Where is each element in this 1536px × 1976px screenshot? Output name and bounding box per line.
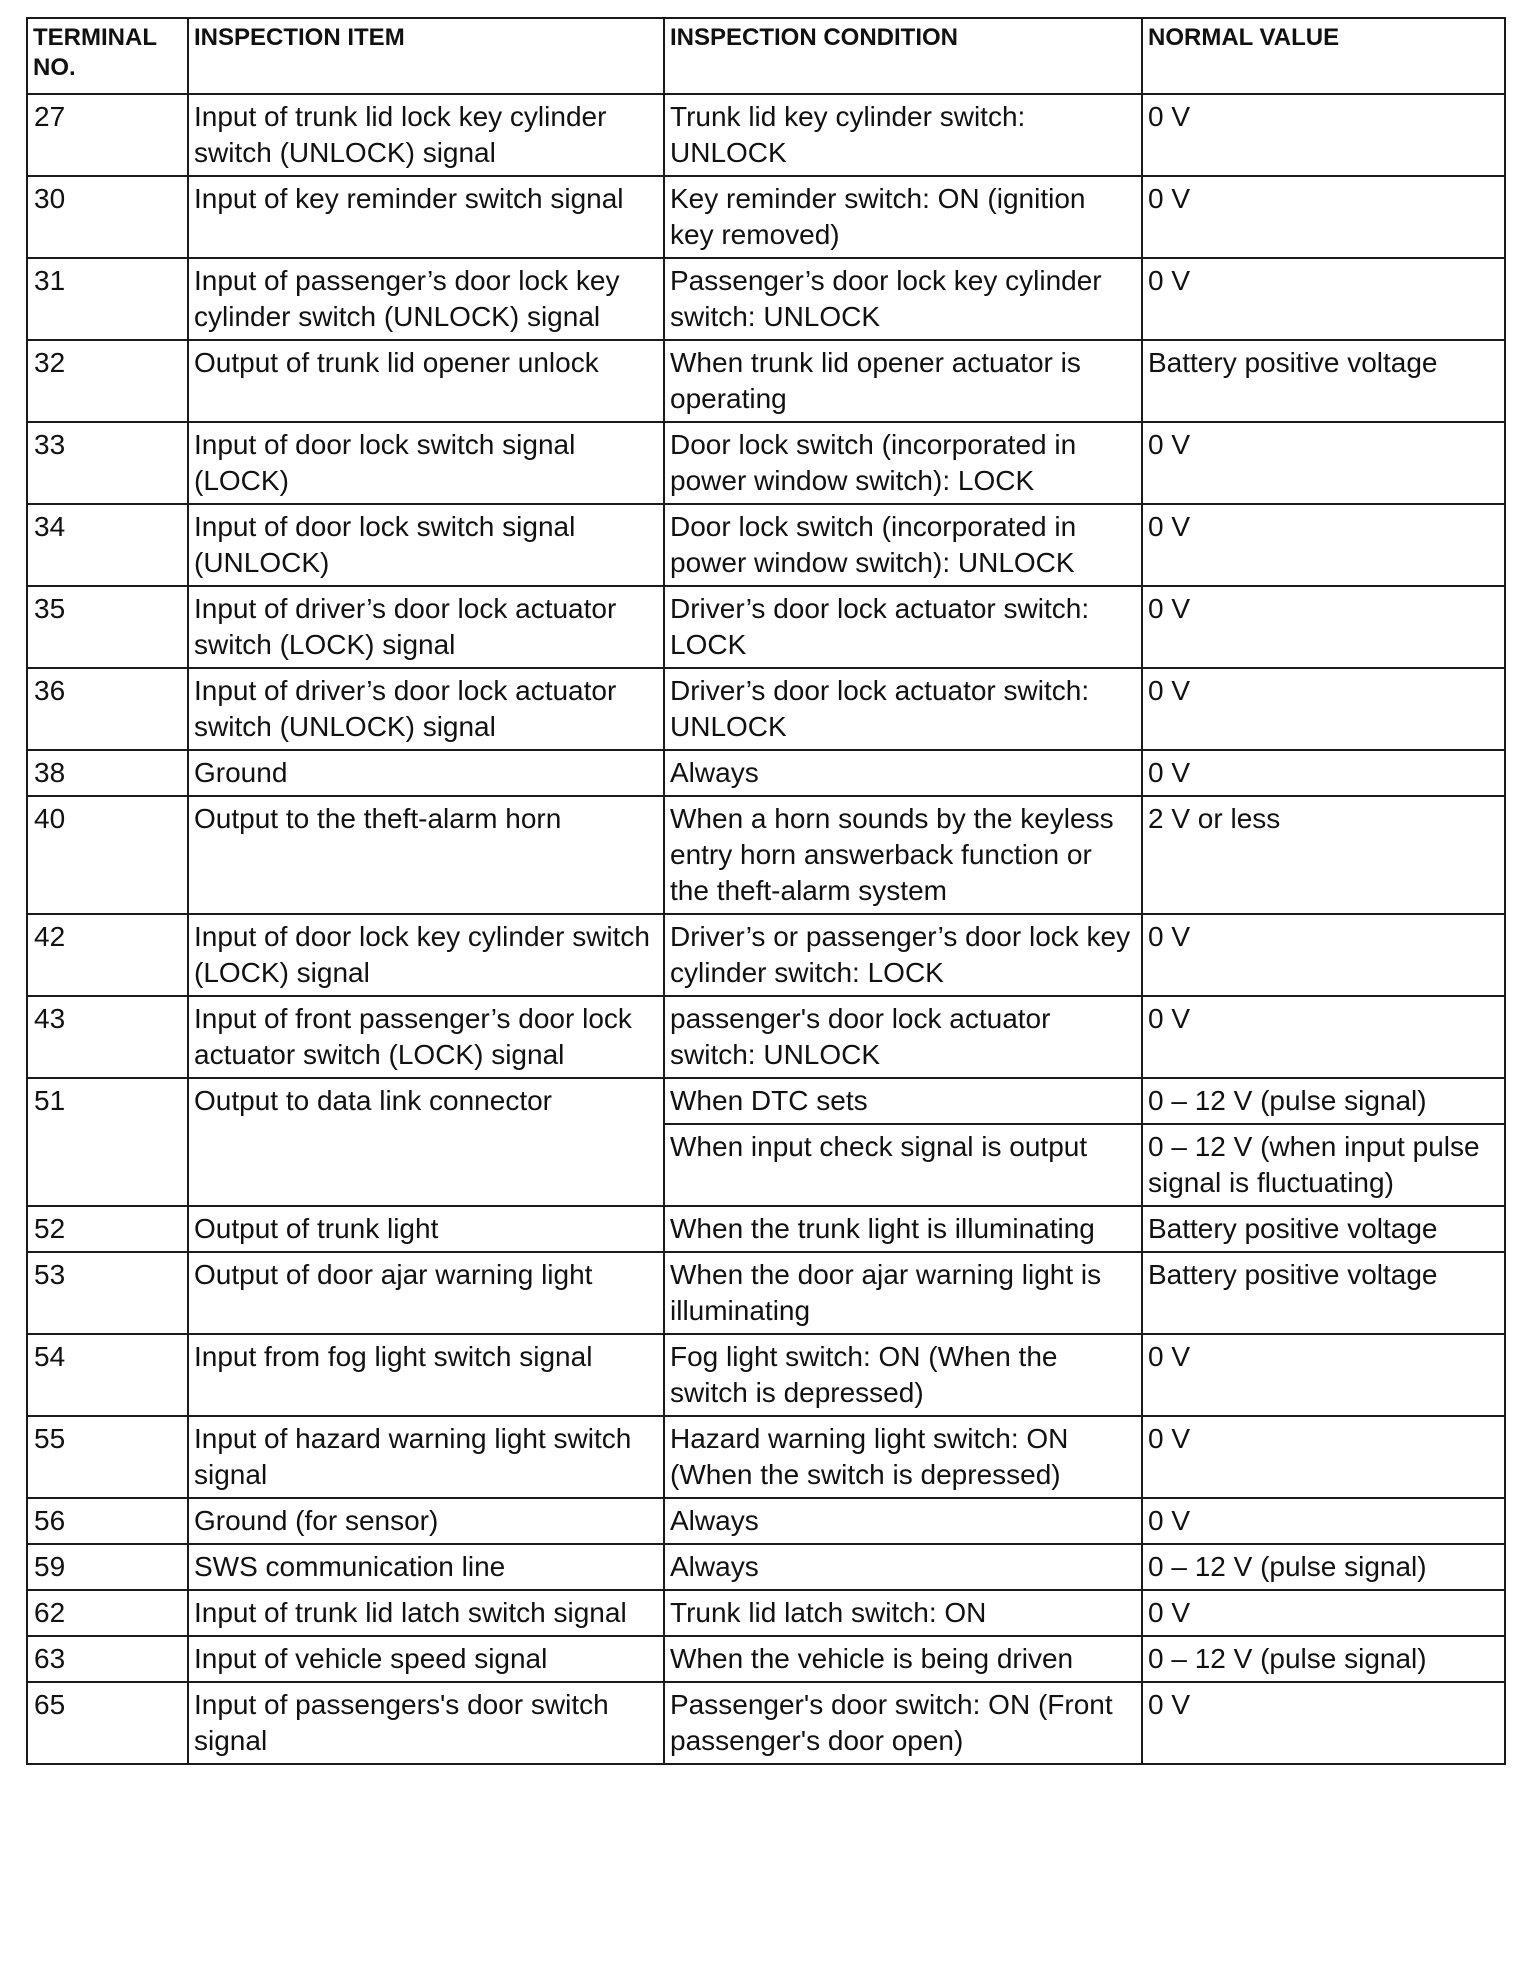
condition-cell: Driver’s or passenger’s door lock key cylinder switch: LOCK — [664, 914, 1142, 996]
item-cell: Output of trunk light — [188, 1206, 664, 1252]
terminal-cell: 62 — [27, 1590, 188, 1636]
item-cell: SWS communication line — [188, 1544, 664, 1590]
terminal-cell: 31 — [27, 258, 188, 340]
condition-cell: Passenger's door switch: ON (Front passenger's door open) — [664, 1682, 1142, 1764]
terminal-cell: 33 — [27, 422, 188, 504]
terminal-cell: 40 — [27, 796, 188, 914]
condition-cell: Trunk lid key cylinder switch: UNLOCK — [664, 94, 1142, 176]
terminal-cell: 27 — [27, 94, 188, 176]
value-cell: Battery positive voltage — [1142, 1252, 1505, 1334]
table-row — [27, 914, 1505, 996]
item-cell: Output of door ajar warning light — [188, 1252, 664, 1334]
condition-cell: When a horn sounds by the keyless entry horn answerback function or the theft-alarm system — [664, 796, 1142, 914]
value-cell: 2 V or less — [1142, 796, 1505, 914]
value-cell: 0 V — [1142, 1682, 1505, 1764]
table-row — [27, 94, 1505, 176]
table-row — [27, 1206, 1505, 1252]
condition-cell: When the trunk light is illuminating — [664, 1206, 1142, 1252]
table-row — [27, 258, 1505, 340]
table-row — [27, 1334, 1505, 1416]
table-row — [27, 1636, 1505, 1682]
condition-cell: When the vehicle is being driven — [664, 1636, 1142, 1682]
terminal-cell: 43 — [27, 996, 188, 1078]
terminal-cell: 30 — [27, 176, 188, 258]
condition-cell: Door lock switch (incorporated in power window switch): UNLOCK — [664, 504, 1142, 586]
table-row — [27, 504, 1505, 586]
value-cell: 0 V — [1142, 996, 1505, 1078]
header-terminal: TERMINAL NO. — [27, 18, 188, 94]
terminal-cell: 65 — [27, 1682, 188, 1764]
table-row — [27, 422, 1505, 504]
condition-cell: When input check signal is output — [664, 1124, 1142, 1206]
value-cell: 0 V — [1142, 504, 1505, 586]
value-cell: 0 V — [1142, 176, 1505, 258]
value-cell: 0 V — [1142, 1498, 1505, 1544]
terminal-cell: 36 — [27, 668, 188, 750]
item-cell: Input of door lock switch signal (UNLOCK) — [188, 504, 664, 586]
table-row — [27, 796, 1505, 914]
value-cell: 0 – 12 V (pulse signal) — [1142, 1078, 1505, 1124]
terminal-cell: 63 — [27, 1636, 188, 1682]
item-cell: Input of key reminder switch signal — [188, 176, 664, 258]
item-cell: Output of trunk lid opener unlock — [188, 340, 664, 422]
table-row — [27, 1498, 1505, 1544]
value-cell: 0 V — [1142, 1416, 1505, 1498]
value-cell: 0 V — [1142, 586, 1505, 668]
table-row — [27, 176, 1505, 258]
terminal-cell: 32 — [27, 340, 188, 422]
inspection-table — [26, 17, 1506, 1765]
table-row — [27, 1544, 1505, 1590]
terminal-cell: 55 — [27, 1416, 188, 1498]
table-row — [27, 1078, 1505, 1124]
condition-cell: Trunk lid latch switch: ON — [664, 1590, 1142, 1636]
table-row — [27, 1590, 1505, 1636]
condition-cell: Always — [664, 1544, 1142, 1590]
value-cell: 0 V — [1142, 258, 1505, 340]
table-row — [27, 1682, 1505, 1764]
terminal-cell: 38 — [27, 750, 188, 796]
terminal-cell: 34 — [27, 504, 188, 586]
item-cell: Input of trunk lid latch switch signal — [188, 1590, 664, 1636]
condition-cell: When DTC sets — [664, 1078, 1142, 1124]
condition-cell: passenger's door lock actuator switch: UNLOCK — [664, 996, 1142, 1078]
item-cell: Input of driver’s door lock actuator switch (LOCK) signal — [188, 586, 664, 668]
header-normal-value: NORMAL VALUE — [1142, 18, 1505, 94]
item-cell: Input of passengers's door switch signal — [188, 1682, 664, 1764]
header-inspection-condition: INSPECTION CONDITION — [664, 18, 1142, 94]
value-cell: 0 V — [1142, 914, 1505, 996]
item-cell: Input of door lock key cylinder switch (LOCK) signal — [188, 914, 664, 996]
condition-cell: Always — [664, 1498, 1142, 1544]
terminal-cell: 59 — [27, 1544, 188, 1590]
value-cell: Battery positive voltage — [1142, 1206, 1505, 1252]
terminal-cell: 42 — [27, 914, 188, 996]
value-cell: 0 – 12 V (pulse signal) — [1142, 1636, 1505, 1682]
condition-cell: When the door ajar warning light is illuminating — [664, 1252, 1142, 1334]
value-cell: 0 V — [1142, 94, 1505, 176]
table-row — [27, 996, 1505, 1078]
table-row — [27, 668, 1505, 750]
value-cell: 0 V — [1142, 750, 1505, 796]
item-cell: Input of hazard warning light switch signal — [188, 1416, 664, 1498]
condition-cell: Passenger’s door lock key cylinder switch: UNLOCK — [664, 258, 1142, 340]
condition-cell: Always — [664, 750, 1142, 796]
table-row — [27, 586, 1505, 668]
item-cell: Ground — [188, 750, 664, 796]
terminal-cell: 52 — [27, 1206, 188, 1252]
table-row — [27, 1416, 1505, 1498]
item-cell: Output to the theft-alarm horn — [188, 796, 664, 914]
item-cell: Input of driver’s door lock actuator switch (UNLOCK) signal — [188, 668, 664, 750]
terminal-cell: 51 — [27, 1078, 188, 1206]
value-cell: 0 – 12 V (pulse signal) — [1142, 1544, 1505, 1590]
terminal-cell: 35 — [27, 586, 188, 668]
condition-cell: Driver’s door lock actuator switch: LOCK — [664, 586, 1142, 668]
item-cell: Input of trunk lid lock key cylinder switch (UNLOCK) signal — [188, 94, 664, 176]
condition-cell: Fog light switch: ON (When the switch is depressed) — [664, 1334, 1142, 1416]
item-cell: Ground (for sensor) — [188, 1498, 664, 1544]
header-inspection-item: INSPECTION ITEM — [188, 18, 664, 94]
condition-cell: Driver’s door lock actuator switch: UNLOCK — [664, 668, 1142, 750]
item-cell: Input of door lock switch signal (LOCK) — [188, 422, 664, 504]
terminal-cell: 53 — [27, 1252, 188, 1334]
value-cell: 0 V — [1142, 1590, 1505, 1636]
table-header-row — [27, 18, 1505, 94]
item-cell: Input from fog light switch signal — [188, 1334, 664, 1416]
item-cell: Input of front passenger’s door lock actuator switch (LOCK) signal — [188, 996, 664, 1078]
item-cell: Output to data link connector — [188, 1078, 664, 1206]
condition-cell: When trunk lid opener actuator is operating — [664, 340, 1142, 422]
value-cell: 0 V — [1142, 668, 1505, 750]
condition-cell: Hazard warning light switch: ON (When the switch is depressed) — [664, 1416, 1142, 1498]
table-row — [27, 750, 1505, 796]
table-row — [27, 340, 1505, 422]
item-cell: Input of vehicle speed signal — [188, 1636, 664, 1682]
value-cell: Battery positive voltage — [1142, 340, 1505, 422]
value-cell: 0 V — [1142, 1334, 1505, 1416]
table-row — [27, 1252, 1505, 1334]
inspection-sheet — [26, 17, 1504, 1765]
terminal-cell: 54 — [27, 1334, 188, 1416]
item-cell: Input of passenger’s door lock key cylinder switch (UNLOCK) signal — [188, 258, 664, 340]
condition-cell: Door lock switch (incorporated in power window switch): LOCK — [664, 422, 1142, 504]
value-cell: 0 V — [1142, 422, 1505, 504]
terminal-cell: 56 — [27, 1498, 188, 1544]
value-cell: 0 – 12 V (when input pulse signal is fluctuating) — [1142, 1124, 1505, 1206]
condition-cell: Key reminder switch: ON (ignition key removed) — [664, 176, 1142, 258]
